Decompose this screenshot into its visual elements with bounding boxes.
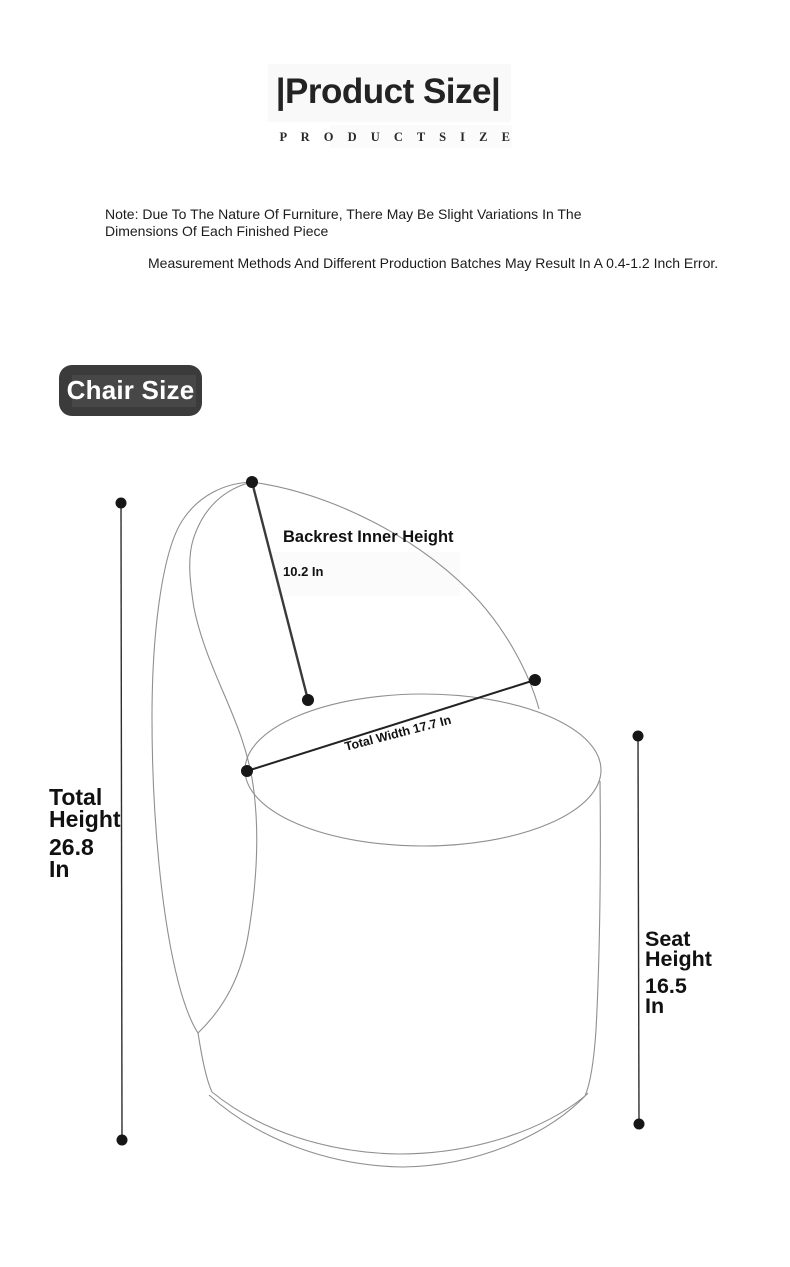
chair-outline-group [152,482,601,1167]
page-title: |Product Size| [275,72,501,111]
measure-endpoint-dot [634,1119,645,1130]
backrest-outer-edge [152,482,252,1092]
total-height-label-line1: Total [49,784,103,810]
measure-endpoint-dot [302,694,314,706]
total-height-value: 26.8 [49,834,94,860]
total-width-line [247,680,535,771]
seat-height-label-line2: Height [645,947,712,971]
base-right-edge [585,781,600,1096]
seat-ellipse [245,694,601,846]
measurement-dots-group [116,476,645,1146]
base-plinth-rim [209,1093,588,1167]
note-line-2: Dimensions Of Each Finished Piece [105,223,329,239]
backrest-inner-height-value: 10.2 In [283,564,324,579]
seat-height-unit: In [645,994,665,1018]
seat-height-value: 16.5 [645,974,687,998]
total-height-label-line2: Height [49,806,121,832]
measure-endpoint-dot [246,476,258,488]
seat-height-label-block [645,929,712,1016]
backrest-inner-edge [190,482,257,1033]
backrest-inner-height-label: Backrest Inner Height [283,528,454,546]
chair-size-badge-label: Chair Size [66,375,195,405]
measurement-lines-group [121,482,639,1140]
backrest-height-line [252,482,308,700]
seat-height-line [638,736,639,1124]
page-subtitle: P R O D U C T S I Z E [279,130,516,144]
note-line-3: Measurement Methods And Different Production Batches May Result In A 0.4-1.2 Inch Error. [148,255,719,271]
total-width-label: Total Width 17.7 In [343,712,453,754]
base-bottom-rim [212,1092,585,1154]
measure-endpoint-dot [529,674,541,686]
total-height-unit: In [49,856,70,882]
measure-endpoint-dot [241,765,253,777]
total-height-line [121,503,122,1140]
measure-endpoint-dot [633,731,644,742]
seat-height-label-line1: Seat [645,927,691,951]
measure-endpoint-dot [116,498,127,509]
note-line-1: Note: Due To The Nature Of Furniture, There May Be Slight Variations In The [105,206,582,222]
measure-endpoint-dot [117,1135,128,1146]
total-height-label-block [49,786,121,880]
backrest-top-arc [252,482,539,709]
